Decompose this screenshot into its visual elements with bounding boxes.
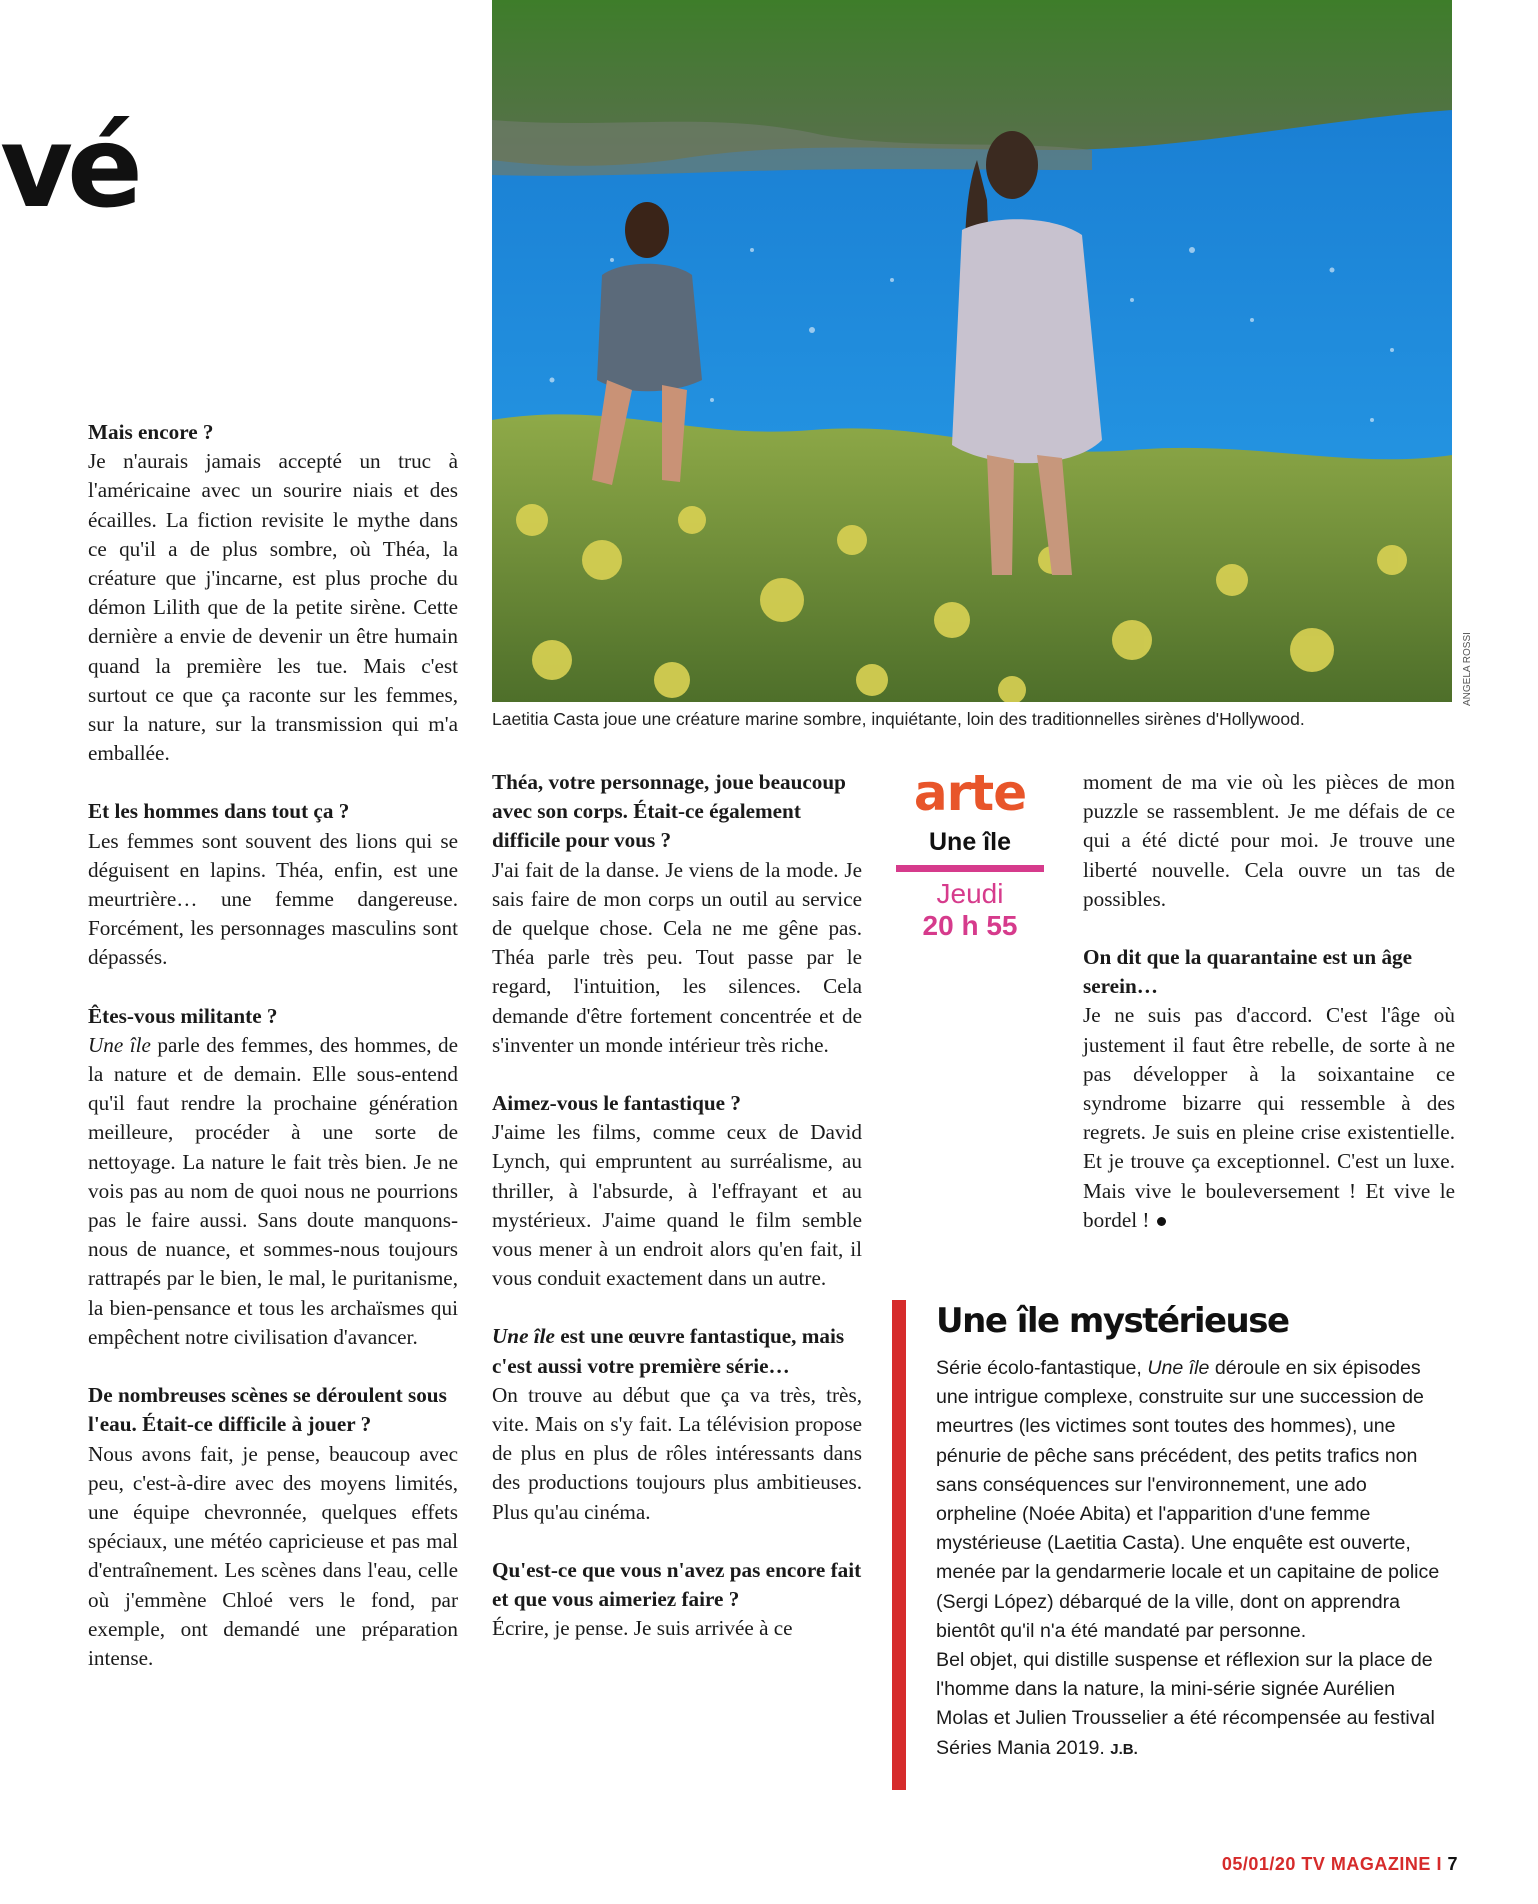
qa-block bbox=[492, 1322, 862, 1526]
qa-block bbox=[1083, 943, 1455, 1235]
channel-logo: arte bbox=[913, 764, 1027, 822]
answer-title-italic: Une île bbox=[88, 1032, 151, 1057]
interview-column-1 bbox=[88, 418, 458, 1702]
box-title: Une île mystérieuse bbox=[936, 1301, 1289, 1341]
tv-listing bbox=[890, 764, 1050, 942]
box-text-intro: Série écolo-fantastique, bbox=[936, 1357, 1148, 1379]
interview-column-3 bbox=[1083, 768, 1455, 1264]
question: Théa, votre personnage, joue beaucoup avec son corps. Était-ce également difficile pour vous ? bbox=[492, 770, 846, 853]
answer: parle des femmes, des hommes, de la nature et de demain. Elle sous-entend qu'il faut rendre la prochaine génération meilleure, procéder à une sorte de nettoyage. La nature le fait très bien. Je ne vois pas au nom de quoi nous ne pourrions pas le faire aussi. Sans doute manquons-nous de nuance, et sommes-nous toujours rattrapés par le bien, le mal, le puritanisme, la bien-pensance et tous les archaïsmes qui empêchent notre civilisation d'avancer. bbox=[88, 1032, 458, 1349]
answer: Écrire, je pense. Je suis arrivée à ce bbox=[492, 1616, 793, 1641]
qa-block bbox=[88, 797, 458, 972]
headline-fragment: vé bbox=[0, 103, 137, 233]
question-wrapper bbox=[492, 1322, 862, 1380]
answer: Je n'aurais jamais accepté un truc à l'américaine avec un sourire niais et des écailles. La fiction revisite le mythe dans ce qu'il a de plus sombre, où Théa, la créature que j'incarne, est plus proche du démon Lilith que de la petite sirène. Cette dernière a envie de devenir un être humain quand la première les tue. Mais c'est surtout ce que ça raconte sur les femmes, sur la nature, sur la transmission qui m'a emballée. bbox=[88, 449, 458, 766]
answer: Je ne suis pas d'accord. C'est l'âge où justement il faut être rebelle, de sorte à ne pas développer à la soixantaine ce syndrome bizarre qui ressemble à des regrets. Je suis en pleine crise existentielle. Et je trouve ça exceptionnel. C'est un luxe. Mais vive le bouleversement ! Et vive le bordel ! bbox=[1083, 1003, 1455, 1232]
qa-block bbox=[1083, 768, 1455, 914]
footer-separator: I bbox=[1436, 1854, 1442, 1874]
box-text-title: Une île bbox=[1147, 1357, 1210, 1379]
question: Et les hommes dans tout ça ? bbox=[88, 799, 350, 824]
box-text bbox=[936, 1354, 1452, 1764]
box-text-body-2: Bel objet, qui distille suspense et réflexion sur la place de l'homme dans la nature, la mini-série signée Aurélien Molas et Julien Trousselier a été récompensée au festival Séries Mania 2019. bbox=[936, 1649, 1435, 1759]
question: Qu'est-ce que vous n'avez pas encore fait et que vous aimeriez faire ? bbox=[492, 1557, 862, 1612]
question: Mais encore ? bbox=[88, 420, 214, 444]
box-text-body: déroule en six épisodes une intrigue complexe, construite sur une succession de meurtres (les victimes sont toutes des hommes), une pénurie de pêche sans précédent, des petits trafics non sans conséquences sur l'environnement, une ado orpheline (Noée Abita) et l'apparition d'une femme mystérieuse (Laetitia Casta). Une enquête est ouverte, menée par la gendarmerie locale et un capitaine de police (Sergi López) débarqué de la ville, dont on apprendra bientôt qu'il n'a été mandaté par personne. bbox=[936, 1357, 1440, 1642]
qa-block bbox=[88, 1381, 458, 1673]
question: On dit que la quarantaine est un âge serein… bbox=[1083, 945, 1413, 999]
qa-block bbox=[492, 768, 862, 1060]
answer: J'aime les films, comme ceux de David Lynch, qui empruntent au surréalisme, au thriller, à l'absurde, à l'effrayant et au mystérieux. J'aime quand le film semble vous mener à un endroit alors qu'en fait, il vous conduit exactement dans un autre. bbox=[492, 1120, 862, 1291]
answer: Les femmes sont souvent des lions qui se déguisent en lapins. Théa, enfin, est une meurtrière… une femme dangereuse. Forcément, les personnages masculins sont dépassés. bbox=[88, 828, 458, 970]
listing-divider bbox=[896, 865, 1044, 872]
program-title: Une île bbox=[929, 828, 1011, 856]
question-title-italic: Une île bbox=[492, 1324, 555, 1349]
qa-block bbox=[492, 1556, 862, 1644]
issue-label: 05/01/20 TV MAGAZINE bbox=[1221, 1854, 1431, 1874]
info-box bbox=[892, 1300, 1452, 1790]
photo-caption: Laetitia Casta joue une créature marine sombre, inquiétante, loin des traditionnelles sirènes d'Hollywood. bbox=[492, 709, 1305, 729]
article-photo bbox=[492, 0, 1452, 702]
end-of-article-mark bbox=[1157, 1217, 1166, 1226]
answer: moment de ma vie où les pièces de mon puzzle se rassemblent. Je me défais de ce qui a été dicté pour moi. Je trouve une liberté nouvelle. Cela ouvre un tas de possibles. bbox=[1083, 770, 1455, 911]
broadcast-day: Jeudi bbox=[936, 878, 1004, 909]
page-footer bbox=[1222, 1854, 1458, 1875]
answer: J'ai fait de la danse. Je viens de la mode. Je sais faire de mon corps un outil au service de quelque chose. Cela ne me gêne pas. Théa parle très peu. Tout passe par le regard, l'intuition, les silences. Cela demande d'être fortement concentrée et de s'inventer un monde intérieur très riche. bbox=[492, 857, 862, 1057]
qa-block bbox=[492, 1089, 862, 1293]
broadcast-time: 20 h 55 bbox=[922, 910, 1018, 941]
answer: On trouve au début que ça va très, très, vite. Mais on s'y fait. La télévision propose de plus en plus de rôles intéressants dans des productions toujours plus ambitieuses. Plus qu'au cinéma. bbox=[492, 1382, 862, 1524]
box-signature: J.B. bbox=[1110, 1740, 1138, 1758]
photo-illustration bbox=[492, 0, 1452, 702]
question: De nombreuses scènes se déroulent sous l'eau. Était-ce difficile à jouer ? bbox=[88, 1383, 447, 1437]
question: est une œuvre fantastique, mais c'est aussi votre première série… bbox=[492, 1324, 845, 1378]
qa-block bbox=[88, 1002, 458, 1352]
answer-wrapper bbox=[1083, 1001, 1455, 1235]
interview-column-2 bbox=[492, 768, 862, 1672]
question: Aimez-vous le fantastique ? bbox=[492, 1091, 741, 1116]
question: Êtes-vous militante ? bbox=[88, 1003, 278, 1028]
page-number: 7 bbox=[1447, 1854, 1458, 1874]
answer: Nous avons fait, je pense, beaucoup avec peu, c'est-à-dire avec des moyens limités, une équipe chevronnée, quelques effets spéciaux, une météo capricieuse et pas mal d'entraînement. Les scènes dans l'eau, celle où j'emmène Chloé vers le fond, par exemple, ont demandé une préparation intense. bbox=[88, 1441, 458, 1670]
qa-block bbox=[88, 418, 458, 768]
answer-wrapper bbox=[88, 1031, 458, 1352]
